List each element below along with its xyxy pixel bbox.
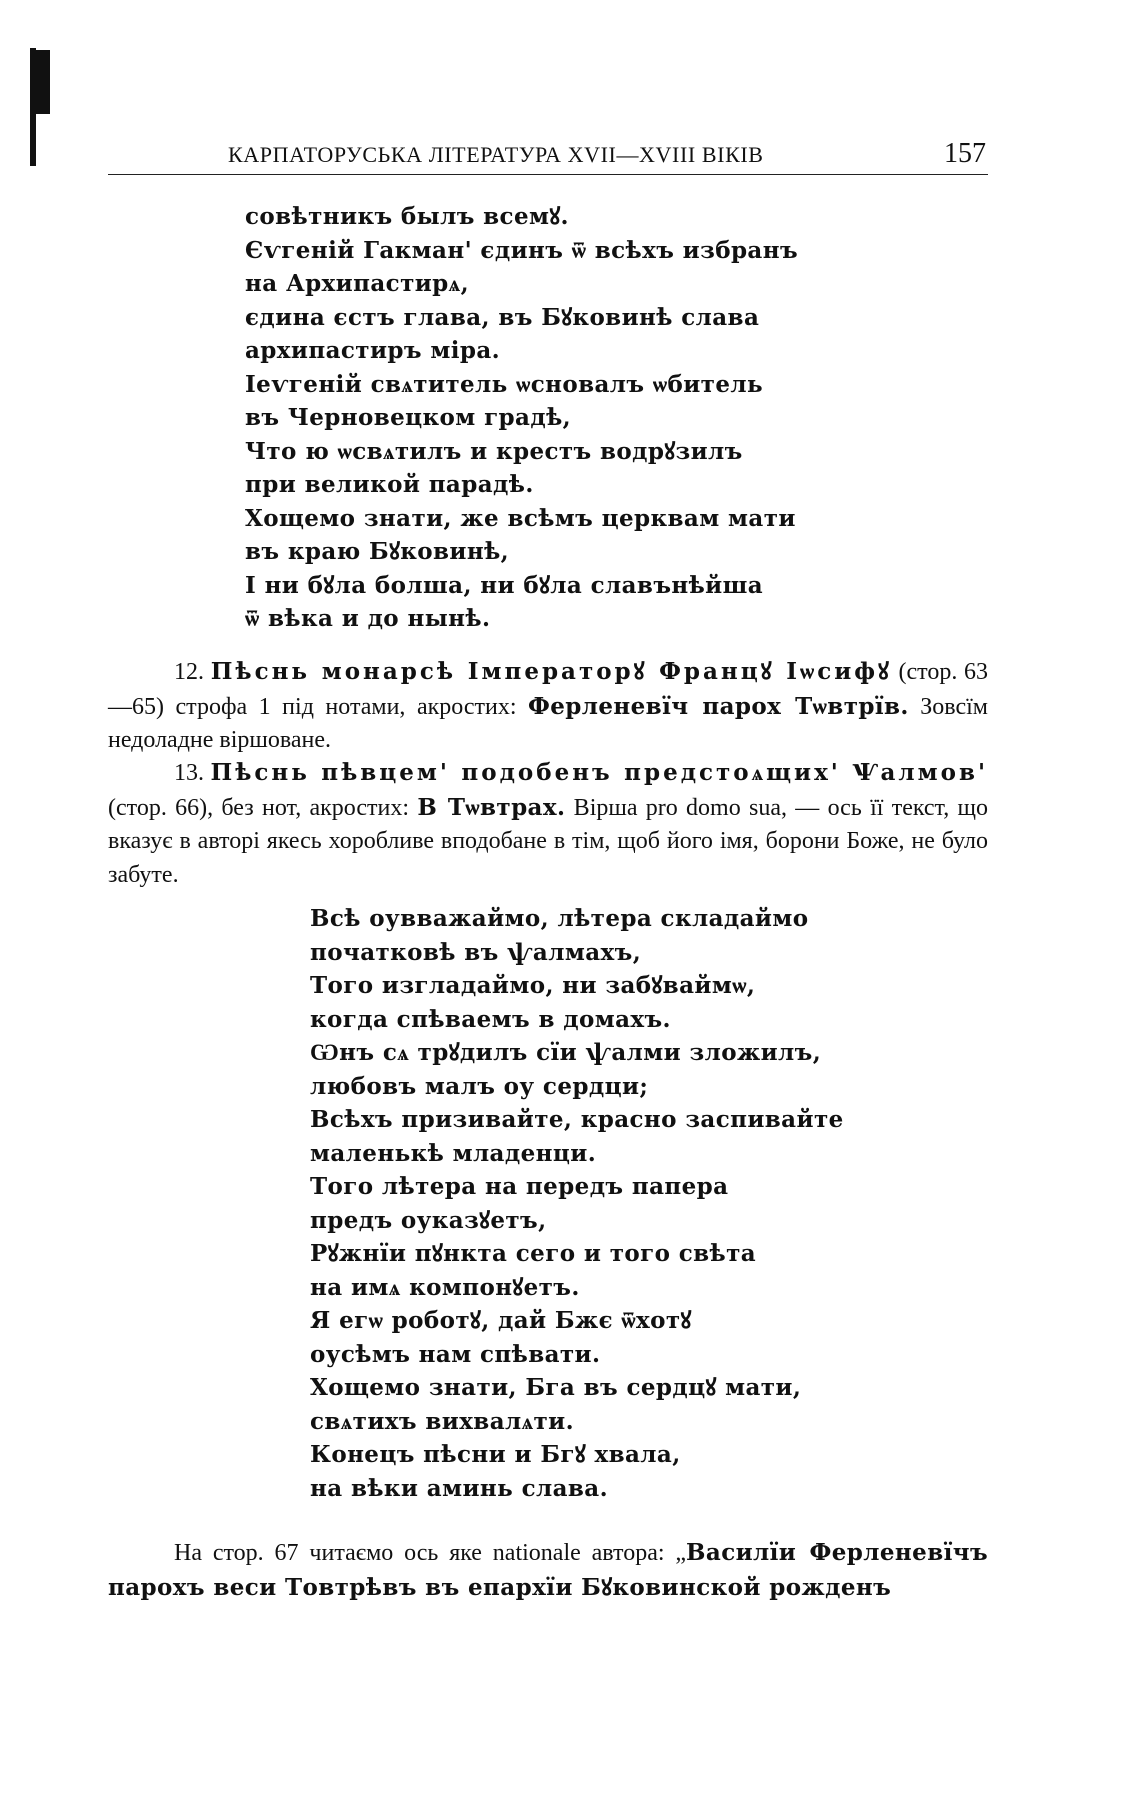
poem-line: Ѡнъ сѧ трꙋдилъ сїи ѱалми зложилъ, xyxy=(310,1039,822,1066)
item-number: 12. xyxy=(174,659,204,685)
poem-line: въ краю Бꙋковинѣ, xyxy=(245,538,510,565)
acrostic: В Тѡвтрах. xyxy=(417,793,566,821)
song-title: Пѣснь пѣвцем' подобенъ предстоѧщих' Ѱалмов' xyxy=(210,759,988,786)
poem-line: свѧтихъ вихвалѧти. xyxy=(310,1407,575,1435)
poem-line: Того изгладаймо, ни забꙋваймѡ, xyxy=(310,972,756,999)
poem-line: Того лѣтера на передъ папера xyxy=(310,1173,729,1200)
poem-line: архипастиръ міра. xyxy=(245,337,501,364)
paragraph-12 xyxy=(108,655,988,758)
poem-line: на вѣки аминь слава. xyxy=(310,1474,608,1502)
poem-line: оусѣмъ нам спѣвати. xyxy=(310,1340,601,1368)
poem-line: Всѣ оувважаймо, лѣтера складаймо xyxy=(310,905,809,932)
poem-line: Всѣхъ призивайте, красно заспивайте xyxy=(310,1106,844,1133)
poem-line: Рꙋжнїи пꙋнкта сего и того свѣта xyxy=(310,1240,757,1267)
acrostic: Ферленевїч парох Тѡвтрїв. xyxy=(528,692,909,720)
poem-line: когда спѣваемъ в домахъ. xyxy=(310,1005,671,1033)
poem-line: маленькѣ младенци. xyxy=(310,1139,597,1167)
quoted-nationale: Василїи Ферленевїчъ парохъ веси Товтрѣвъ въ епархїи Бꙋковинской рожденъ xyxy=(108,1539,988,1601)
poem-1 xyxy=(245,200,798,636)
poem-line: на имѧ компонꙋетъ. xyxy=(310,1273,580,1301)
paragraph-13 xyxy=(108,756,988,892)
page-number: 157 xyxy=(944,138,986,169)
paragraph-text: (стор. 66), без нот, акростих: xyxy=(108,794,418,821)
paragraph-text: Зовсїм недоладне віршоване. xyxy=(108,693,988,753)
poem-line: І ни бꙋла болша, ни бꙋла славънѣйша xyxy=(245,571,764,599)
scan-edge-mark xyxy=(36,50,50,114)
page-header xyxy=(108,138,988,175)
paragraph-final xyxy=(108,1536,988,1605)
poem-2 xyxy=(310,902,844,1505)
item-number: 13. xyxy=(174,760,204,786)
poem-line: Хощемо знати, Бга въ сердцꙋ мати, xyxy=(310,1374,802,1401)
poem-line: Я егѡ роботꙋ, дай Бжє ѿхотꙋ xyxy=(310,1307,692,1334)
poem-line: при великой парадѣ. xyxy=(245,471,534,498)
poem-line: Конецъ пѣсни и Бгꙋ хвала, xyxy=(310,1441,681,1468)
song-title: Пѣснь монарсѣ Імператорꙋ Францꙋ Іѡсифꙋ xyxy=(210,658,892,685)
paragraph-text: Вірша pro domo sua, — ось її текст, що вказує в авторі якесь хоробливе вподобане в тім, щоб його імя, борони Боже, не було забуте. xyxy=(108,794,989,888)
poem-line: въ Черновецком градѣ, xyxy=(245,404,572,431)
poem-line: єдина єстъ глава, въ Бꙋковинѣ слава xyxy=(245,303,760,331)
poem-line: ѿ вѣка и до нынѣ. xyxy=(245,605,491,632)
poem-line: предъ оуказꙋетъ, xyxy=(310,1206,547,1234)
poem-line: Іеѵгеній свѧтитель ѡсновалъ ѡбитель xyxy=(245,370,763,398)
poem-line: на Архипастирѧ, xyxy=(245,270,469,297)
paragraph-text: (стор. 63—65) строфа 1 під нотами, акростих: xyxy=(108,659,989,720)
poem-line: Єѵгеній Гакман' єдинъ ѿ всѣхъ избранъ xyxy=(245,236,799,264)
poem-line: совѣтникъ былъ всемꙋ. xyxy=(245,203,569,230)
running-title: КАРПАТОРУСЬКА ЛІТЕРАТУРА XVII—XVIII ВІКІВ xyxy=(228,142,764,167)
poem-line: любовъ малъ оу сердци; xyxy=(310,1072,649,1100)
poem-line: початковѣ въ ѱалмахъ, xyxy=(310,938,642,966)
poem-line: Что ю ѡсвѧтилъ и крестъ водрꙋзилъ xyxy=(245,437,743,465)
paragraph-text: На стор. 67 читаємо ось яке nationale автора: „ xyxy=(174,1540,687,1566)
poem-line: Хощемо знати, же всѣмъ церквам мати xyxy=(245,504,796,532)
